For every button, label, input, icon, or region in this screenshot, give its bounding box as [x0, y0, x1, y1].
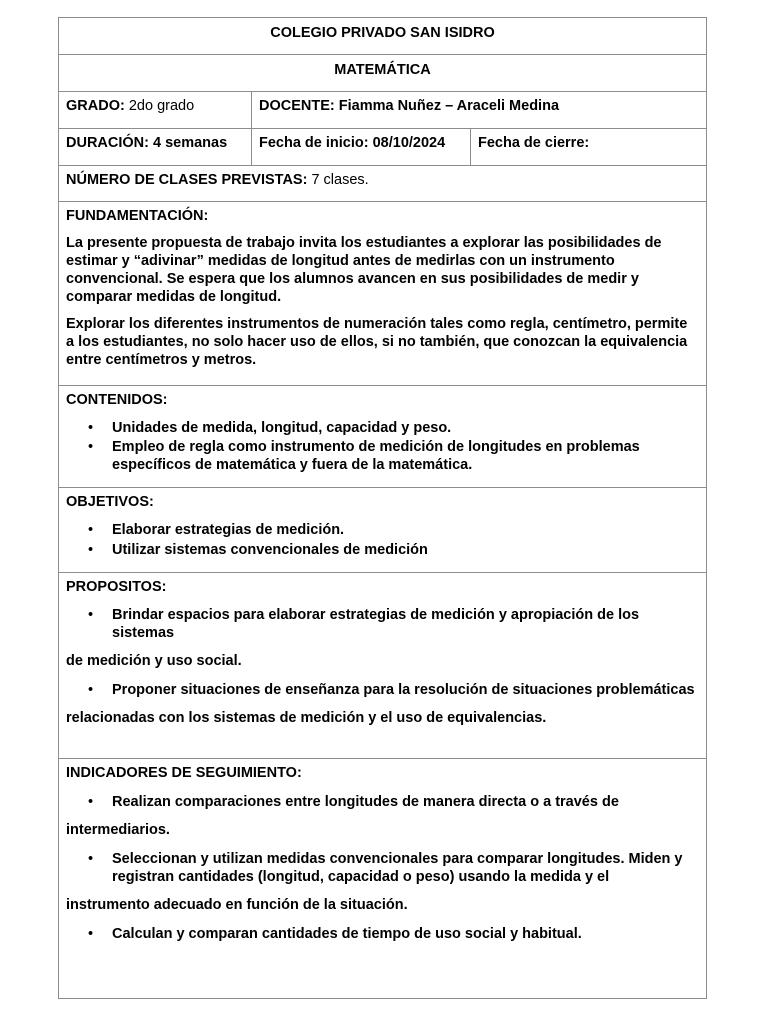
clases-value: 7 clases. [311, 172, 369, 188]
fundamentacion-section [59, 202, 706, 386]
propositos-list-2 [66, 681, 699, 699]
duracion-cell: DURACIÓN: 4 semanas [66, 135, 228, 151]
objetivos-section [59, 488, 706, 573]
contenidos-item: • Unidades de medida, longitud, capacidad y peso. [66, 419, 699, 437]
objetivos-item: • Utilizar sistemas convencionales de medición [66, 541, 699, 559]
indicadores-item: • Seleccionan y utilizan medidas convencionales para comparar longitudes. Miden y registran cantidades (longitud, capacidad o peso) usando la medida y el [66, 850, 699, 886]
docente-cell: DOCENTE: Fiamma Nuñez – Araceli Medina [251, 92, 706, 128]
subject-row [59, 55, 706, 92]
fundamentacion-title: FUNDAMENTACIÓN: [66, 208, 209, 224]
grado-docente-row [59, 92, 706, 129]
contenidos-content [59, 386, 706, 487]
indicadores-list-1 [66, 793, 699, 811]
indicadores-continuation: instrumento adecuado en función de la situación. [66, 897, 408, 913]
propositos-item: • Proponer situaciones de enseñanza para la resolución de situaciones problemáticas [66, 681, 699, 699]
indicadores-item: • Realizan comparaciones entre longitudes de manera directa o a través de [66, 793, 699, 811]
fundamentacion-p1: La presente propuesta de trabajo invita los estudiantes a explorar las posibilidades de estimar y “adivinar” medidas de longitud antes de medirlas con un instrumento convencional. Se espera que los alumnos avancen en sus posibilidades de medir y comparar medidas de longitud. [66, 235, 662, 305]
objetivos-item: • Elaborar estrategias de medición. [66, 521, 699, 539]
objetivos-list [66, 521, 699, 559]
clases-cell [59, 166, 706, 201]
clases-row [59, 166, 706, 202]
indicadores-continuation: intermediarios. [66, 822, 170, 838]
fecha-cierre-cell: Fecha de cierre: [470, 129, 706, 165]
propositos-continuation: relacionadas con los sistemas de medición y el uso de equivalencias. [66, 710, 547, 726]
fecha-inicio-cell: Fecha de inicio: 08/10/2024 [251, 129, 470, 165]
subject-title: MATEMÁTICA [334, 62, 431, 78]
objetivos-title: OBJETIVOS: [66, 494, 154, 510]
propositos-item: • Brindar espacios para elaborar estrategias de medición y apropiación de los sistemas [66, 606, 699, 642]
propositos-section [59, 573, 706, 759]
contenidos-section [59, 386, 706, 488]
grado-label: GRADO: [66, 98, 125, 114]
school-name: COLEGIO PRIVADO SAN ISIDRO [270, 25, 495, 41]
contenidos-list [66, 419, 699, 474]
indicadores-list-2 [66, 850, 699, 886]
indicadores-list-3 [66, 925, 699, 943]
dates-row [59, 129, 706, 166]
school-row [59, 18, 706, 55]
contenidos-title: CONTENIDOS: [66, 392, 168, 408]
propositos-content [59, 573, 706, 758]
fundamentacion-p2: Explorar los diferentes instrumentos de numeración tales como regla, centímetro, permite a los estudiantes, no solo hacer uso de ellos, si no también, que conozcan la equivalencia entre centímetros y metros. [66, 316, 688, 368]
propositos-title: PROPOSITOS: [66, 579, 167, 595]
clases-label: NÚMERO DE CLASES PREVISTAS: [66, 172, 308, 188]
fundamentacion-content [59, 202, 706, 385]
indicadores-section [59, 759, 706, 998]
objetivos-content [59, 488, 706, 572]
propositos-list-1 [66, 606, 699, 642]
propositos-continuation: de medición y uso social. [66, 653, 242, 669]
indicadores-content [59, 759, 706, 998]
indicadores-item: • Calculan y comparan cantidades de tiempo de uso social y habitual. [66, 925, 699, 943]
indicadores-title: INDICADORES DE SEGUIMIENTO: [66, 765, 302, 781]
grado-cell [59, 92, 251, 128]
contenidos-item: • Empleo de regla como instrumento de medición de longitudes en problemas específicos de matemática y fuera de la matemática. [66, 438, 699, 474]
grado-value: 2do grado [128, 98, 195, 114]
planning-document [58, 17, 707, 999]
